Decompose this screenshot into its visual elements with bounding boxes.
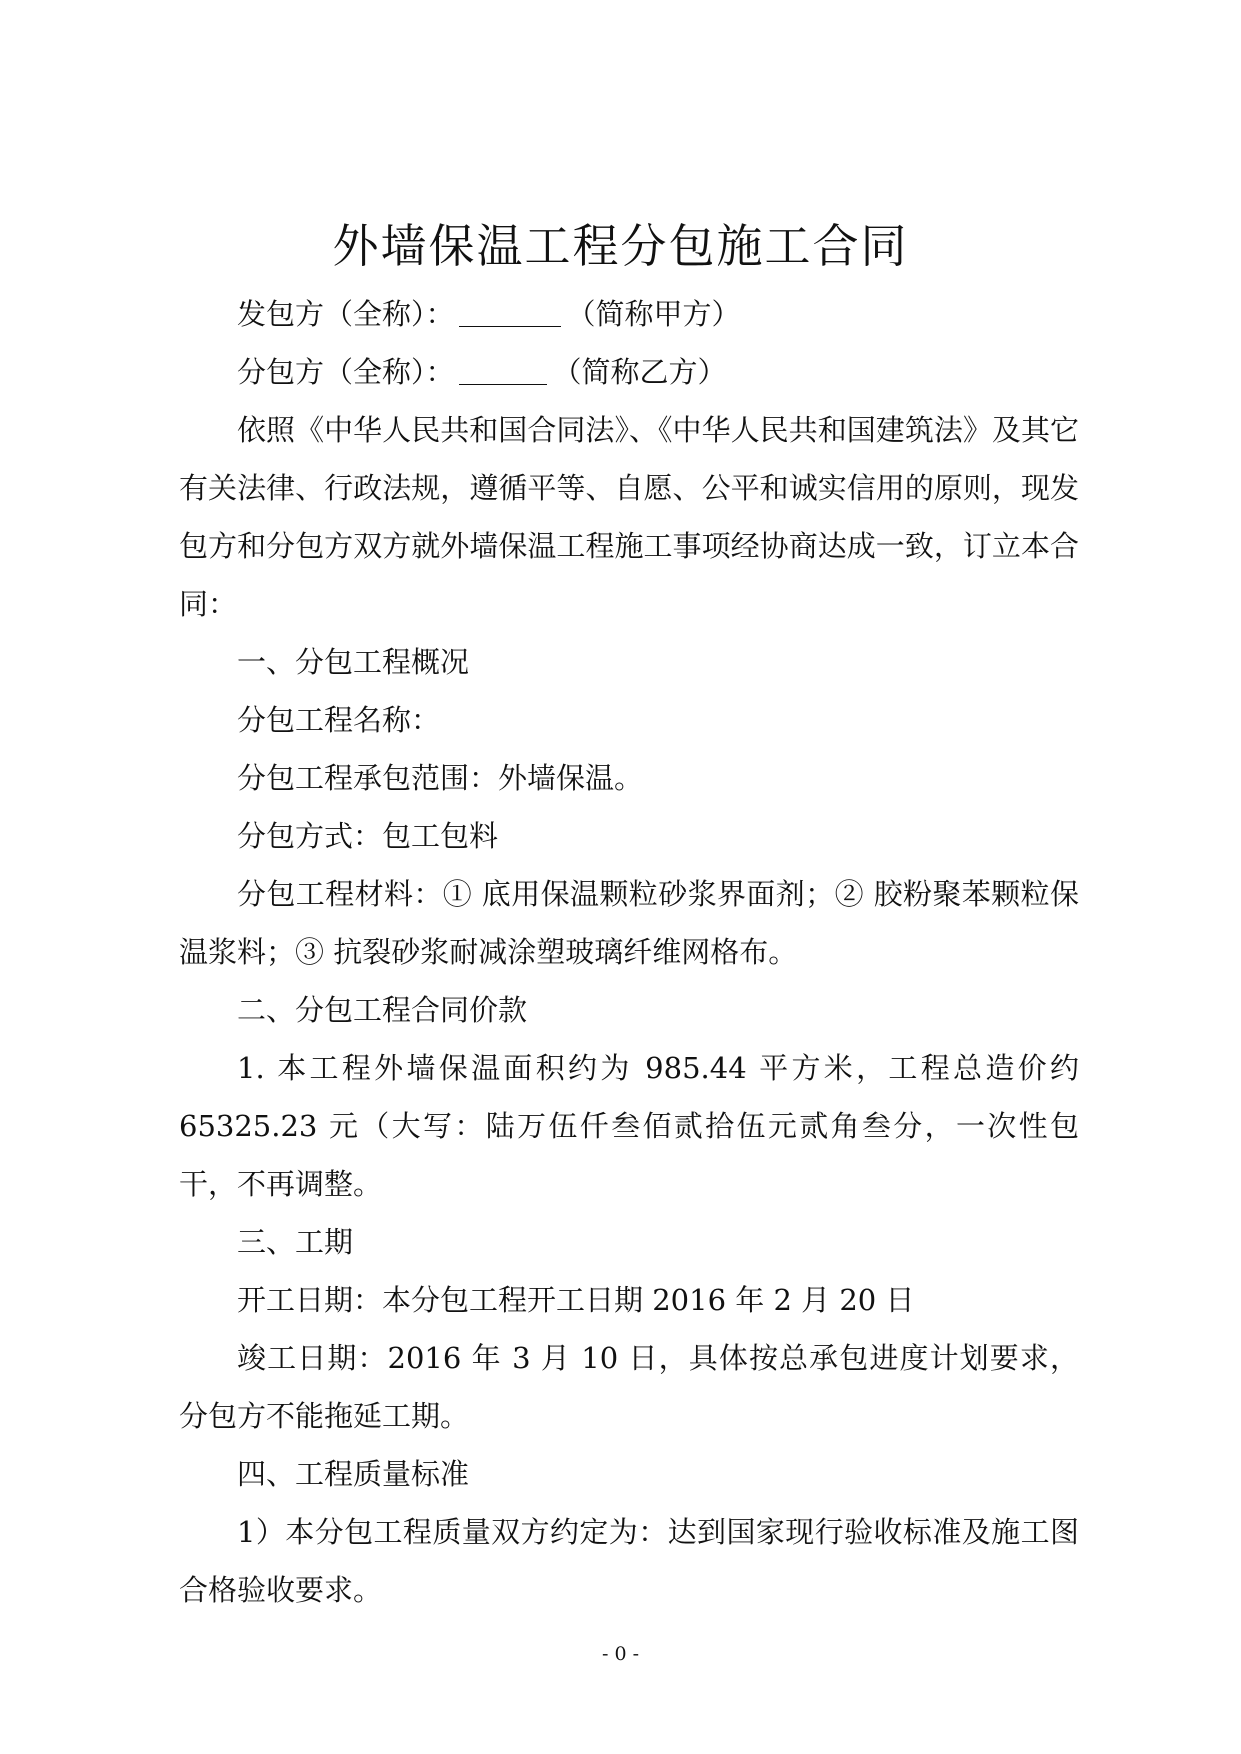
materials-paragraph: 分包工程材料：① 底用保温颗粒砂浆界面剂；② 胶粉聚苯颗粒保温浆料；③ 抗裂砂浆耐减涂塑玻璃纤维网格布。 <box>179 877 1079 969</box>
employer-line <box>179 285 1079 343</box>
price-paragraph: 1. 本工程外墙保温面积约为 985.44 平方米，工程总造价约 65325.23 元（大写：陆万伍仟叁佰贰拾伍元贰角叁分，一次性包干，不再调整。 <box>179 1051 1079 1201</box>
employer-name-blank <box>459 298 561 327</box>
subcontractor-line <box>179 343 1079 401</box>
preamble-paragraph: 依照《中华人民共和国合同法》、《中华人民共和国建筑法》及其它有关法律、行政法规，遵循平等、自愿、公平和诚实信用的原则，现发包方和分包方双方就外墙保温工程施工事项经协商达成一致，订立本合同： <box>179 413 1079 621</box>
document-body <box>179 285 1079 1619</box>
page-number: - 0 - <box>601 1643 639 1665</box>
end-date-paragraph: 竣工日期：2016 年 3 月 10 日，具体按总承包进度计划要求，分包方不能拖延工期。 <box>179 1341 1079 1433</box>
section-3-heading: 三、工期 <box>237 1225 354 1259</box>
subcontractor-short: （简称乙方） <box>552 355 727 389</box>
section-4-heading: 四、工程质量标准 <box>237 1457 470 1491</box>
subcontractor-label: 分包方（全称）： <box>237 355 455 389</box>
start-date-line: 开工日期：本分包工程开工日期 2016 年 2 月 20 日 <box>237 1283 915 1317</box>
method-line: 分包方式：包工包料 <box>237 819 499 853</box>
employer-short: （简称甲方） <box>566 297 741 331</box>
scope-line: 分包工程承包范围：外墙保温。 <box>237 761 644 795</box>
section-1-heading: 一、分包工程概况 <box>237 645 470 679</box>
subcontractor-name-blank <box>459 356 547 385</box>
project-name-line: 分包工程名称： <box>237 703 441 737</box>
quality-paragraph: 1）本分包工程质量双方约定为：达到国家现行验收标准及施工图合格验收要求。 <box>179 1515 1079 1607</box>
employer-label: 发包方（全称）： <box>237 297 455 331</box>
section-2-heading: 二、分包工程合同价款 <box>237 993 528 1027</box>
document-title: 外墙保温工程分包施工合同 <box>332 219 909 273</box>
